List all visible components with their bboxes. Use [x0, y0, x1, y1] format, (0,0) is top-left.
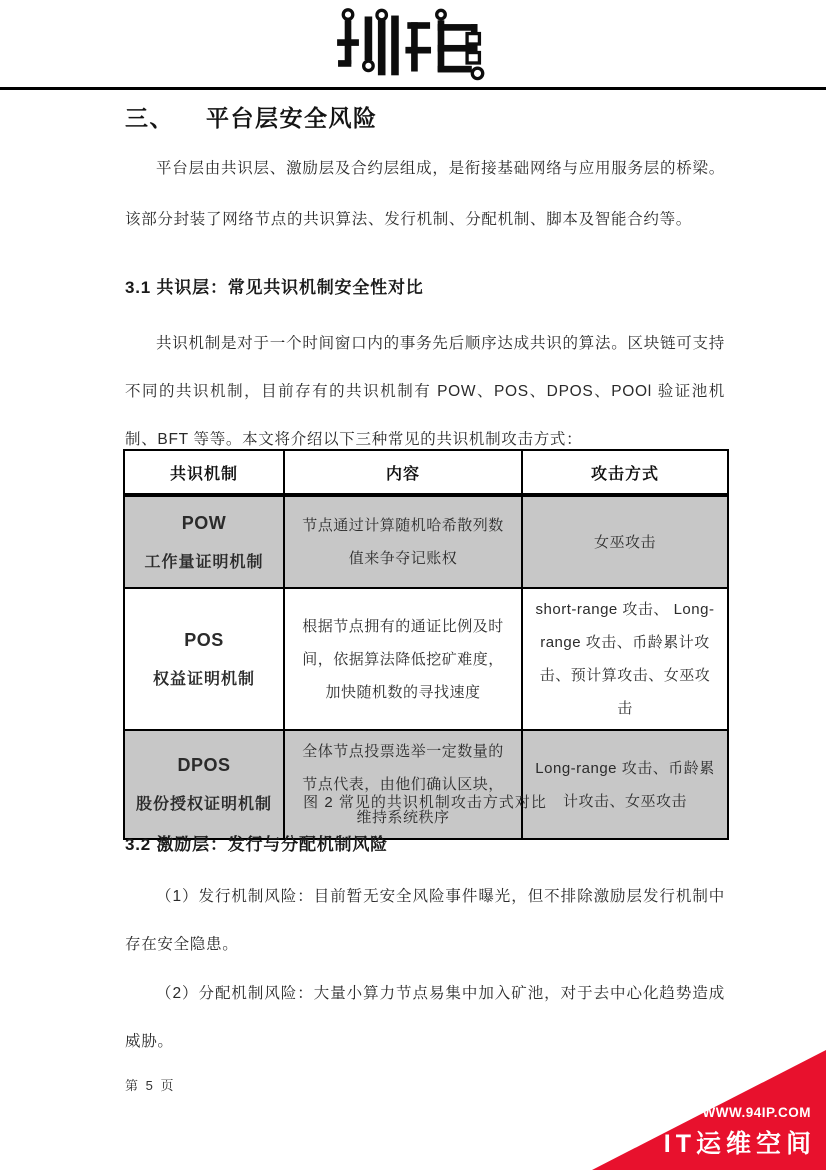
subsection-heading-incentive: 3.2 激励层：发行与分配机制风险: [125, 835, 388, 854]
paragraph-platform-intro: 平台层由共识层、激励层及合约层组成，是衔接基础网络与应用服务层的桥梁。该部分封装了网络节点的共识算法、发行机制、分配机制、脚本及智能合约等。: [125, 160, 725, 228]
mechanism-abbr: DPOS: [177, 755, 231, 775]
mechanism-name: 工作量证明机制: [144, 553, 264, 571]
section-heading-text: 平台层安全风险: [206, 105, 378, 131]
column-header-content: 内容: [284, 450, 522, 495]
consensus-comparison-table: [123, 449, 729, 840]
watermark-site-url: WWW.94IP.COM: [702, 1105, 811, 1120]
cell-mechanism: [124, 495, 284, 588]
page-header: [0, 0, 826, 90]
mechanism-abbr: POS: [184, 629, 224, 650]
watermark-brand-name: IT运维空间: [663, 1130, 816, 1158]
section-heading-number: 三、: [125, 105, 174, 131]
column-header-attack: 攻击方式: [522, 450, 728, 495]
table-row-pow: [124, 495, 728, 588]
column-header-mechanism: 共识机制: [124, 450, 284, 495]
paragraph-distribution-risk: （2）分配机制风险：大量小算力节点易集中加入矿池，对于去中心化趋势造成威胁。: [125, 985, 725, 1050]
paragraph-issuance-risk: （1）发行机制风险：目前暂无安全风险事件曝光，但不排除激励层发行机制中存在安全隐患。: [125, 888, 725, 953]
cell-description: 根据节点拥有的通证比例及时间，依据算法降低挖矿难度，加快随机数的寻找速度: [284, 588, 522, 730]
cell-attacks: Long-range 攻击、币龄累计攻击、女巫攻击: [522, 730, 728, 839]
mechanism-name: 权益证明机制: [152, 670, 255, 688]
table-row-dpos: [124, 730, 728, 839]
brand-logo-icon: [337, 7, 489, 81]
cell-description: 全体节点投票选举一定数量的节点代表，由他们确认区块，维持系统秩序: [284, 730, 522, 839]
cell-mechanism: [124, 730, 284, 839]
cell-description: 节点通过计算随机哈希散列数值来争夺记账权: [284, 495, 522, 588]
cell-mechanism: [124, 588, 284, 730]
page-number: 第 5 页: [125, 1078, 176, 1093]
paragraph-consensus: 共识机制是对于一个时间窗口内的事务先后顺序达成共识的算法。区块链可支持不同的共识机制，目前存有的共识机制有 POW、POS、DPOS、POOl 验证池机制、BFT 等等。本文将介绍以下三种常见的共识机制攻击方式：: [125, 335, 725, 448]
figure-caption: 图 2 常见的共识机制攻击方式对比: [303, 794, 547, 811]
cell-attacks: 女巫攻击: [522, 495, 728, 588]
section-heading: [125, 103, 765, 133]
watermark: [592, 1050, 826, 1170]
subsection-heading-consensus: 3.1 共识层：常见共识机制安全性对比: [125, 278, 424, 297]
cell-attacks: short-range 攻击、 Long-range 攻击、币龄累计攻击、预计算攻击、女巫攻击: [522, 588, 728, 730]
table-header-row: [124, 450, 728, 495]
table-row-pos: [124, 588, 728, 730]
mechanism-name: 股份授权证明机制: [135, 796, 272, 813]
mechanism-abbr: POW: [181, 512, 227, 533]
